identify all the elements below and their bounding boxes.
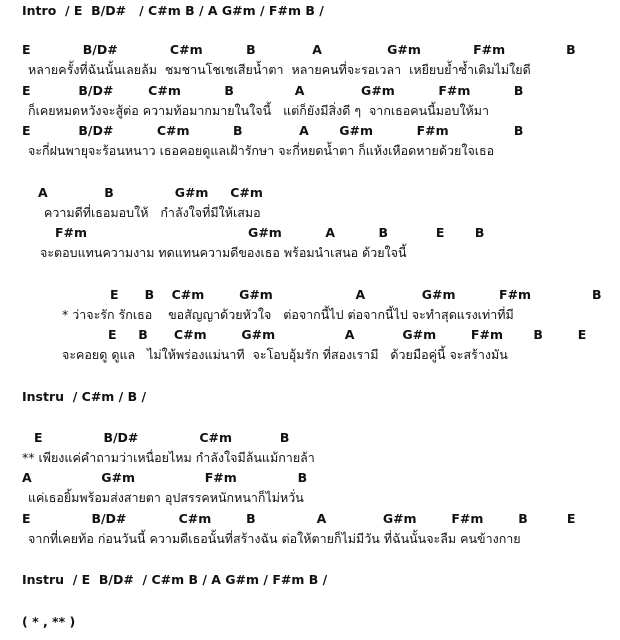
verse2-lyric-1: ** เพียงแค่คำถามว่าเหนื่อยไหม กำลังใจมีล้นแม้กายล้า	[22, 450, 315, 465]
chorus-chords-1: E B C#m G#m A G#m F#m B	[110, 287, 602, 302]
verse2-lyric-3: จากที่เคยท้อ ก่อนวันนี้ ความดีเธอนั้นที่สร้างฉัน ต่อให้ตายก็ไม่มีวัน ที่ฉันนั้นจะลืม คนข้างกาย	[28, 531, 521, 546]
verse1-chords-2: E B/D# C#m B A G#m F#m B	[22, 83, 524, 98]
outro-line: Instru / E B/D# / C#m B / A G#m / F#m B /	[22, 572, 328, 587]
verse2-lyric-2: แค่เธอยิ้มพร้อมส่งสายตา อุปสรรคหนักหนาก็ไม่หวั่น	[28, 490, 304, 505]
intro-line: Intro / E B/D# / C#m B / A G#m / F#m B /	[22, 3, 324, 18]
chorus-lyric-2: จะคอยดู ดูแล ไม่ให้พร่องแม่นาที จะโอบอุ้มรัก ที่สองเรามี ด้วยมือคู่นี้ จะสร้างมัน	[62, 347, 508, 362]
instru-line: Instru / C#m / B /	[22, 389, 147, 404]
verse2-chords-2: A G#m F#m B	[22, 470, 308, 485]
verse1-lyric-3: จะกี่ฝนพายุจะร้อนหนาว เธอคอยดูแลเฝ้ารักษา จะกี่หยดน้ำตา ก็แห้งเหือดหายด้วยใจเธอ	[28, 143, 495, 158]
verse2-chords-1: E B/D# C#m B	[34, 430, 290, 445]
verse1-lyric-1: หลายครั้งที่ฉันนั้นเลยล้ม ชมชานโชเชเสียน้ำตา หลายคนที่จะรอเวลา เหยียบย้ำซ้ำเติมไม่ใยดี	[28, 62, 531, 77]
pre-chorus-lyric-1: ความดีที่เธอมอบให้ กำลังใจที่มีให้เสมอ	[44, 205, 261, 220]
pre-chorus-chords-2: F#m G#m A B E B	[55, 225, 485, 240]
chorus-lyric-1: * ว่าจะรัก รักเธอ ขอสัญญาด้วยหัวใจ ต่อจากนี้ไป ต่อจากนี้ไป จะทำสุดแรงเท่าที่มี	[62, 307, 514, 322]
verse1-chords-1: E B/D# C#m B A G#m F#m B	[22, 42, 576, 57]
verse1-lyric-2: ก็เคยหมดหวังจะสู้ต่อ ความท้อมากมายในใจนี้ แต่ก็ยังมีสิ่งดี ๆ จากเธอคนนี้มอบให้มา	[28, 103, 490, 118]
repeat-marker: ( * , ** )	[22, 614, 76, 629]
verse2-chords-3: E B/D# C#m B A G#m F#m B E	[22, 511, 576, 526]
chorus-chords-2: E B C#m G#m A G#m F#m B E	[108, 327, 587, 342]
verse1-chords-3: E B/D# C#m B A G#m F#m B	[22, 123, 524, 138]
pre-chorus-chords-1: A B G#m C#m	[38, 185, 263, 200]
pre-chorus-lyric-2: จะตอบแทนความงาม ทดแทนความดีของเธอ พร้อมนำเสนอ ด้วยใจนี้	[40, 245, 407, 260]
